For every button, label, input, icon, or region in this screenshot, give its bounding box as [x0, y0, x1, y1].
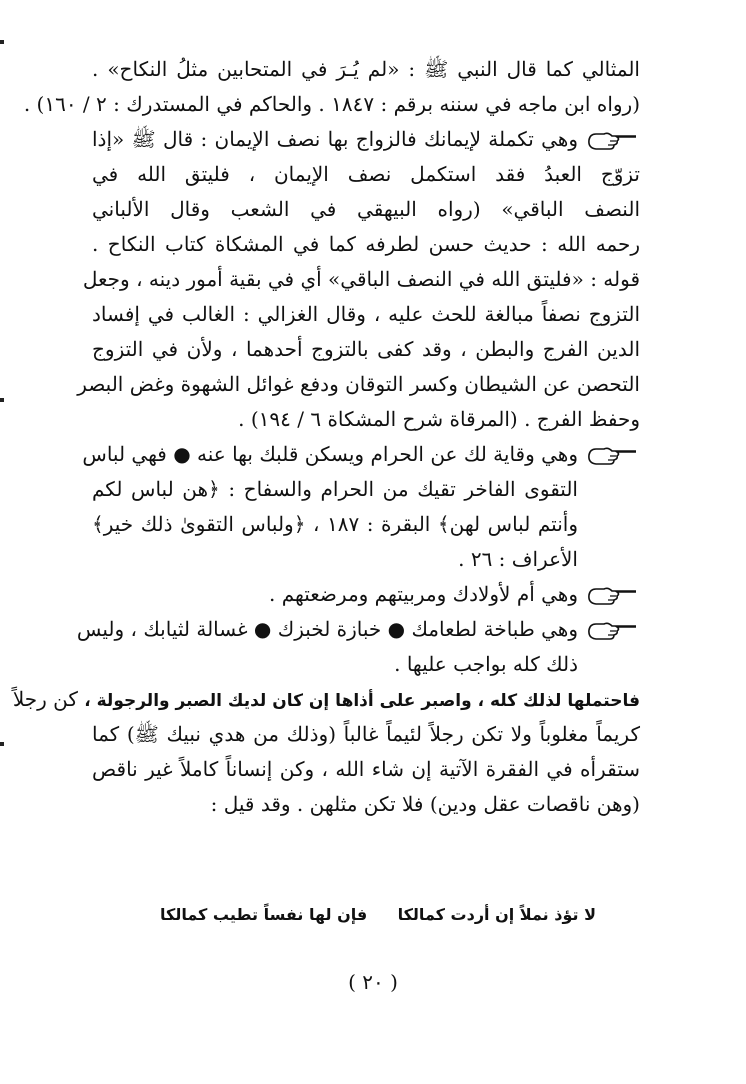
margin-mark	[0, 742, 4, 746]
pointing-hand-icon	[586, 128, 638, 154]
text-line: التحصن عن الشيطان وكسر التوقان ودفع غوائل الشهوة وغض البصر	[77, 372, 640, 396]
margin-mark	[0, 398, 4, 402]
bullet-line	[82, 437, 640, 472]
text-line: الدين الفرج والبطن ، وقد كفى بالتزوج أحدهما ، ولأن في التزوج	[92, 337, 640, 361]
text-line: وهي تكملة لإيمانك فالزواج بها نصف الإيمان : قال ﷺ «إذا	[92, 127, 578, 151]
text-line	[12, 682, 640, 717]
bullet-line	[76, 612, 640, 647]
text-line: تزوّج العبدُ فقد استكمل نصف الإيمان ، فليتق الله في	[92, 162, 640, 186]
text-line: (وهن ناقصات عقل ودين) فلا تكن مثلهن . وقد قيل :	[210, 792, 640, 816]
verse-second-hemistich: فإن لها نفساً تطيب كمالكا	[160, 905, 368, 924]
text-line: رحمه الله : حديث حسن لطرفه كما في المشكاة كتاب النكاح .	[92, 232, 640, 256]
text-line: الأعراف : ٢٦ .	[458, 547, 578, 571]
text-line: التقوى الفاخر تقيك من الحرام والسفاح : ﴿هن لباس لكم	[92, 477, 578, 501]
text-fragment: كن رجلاً	[12, 687, 78, 711]
text-line: التزوج نصفاً مبالغة للحث عليه ، وقال الغزالي : الغالب في إفساد	[92, 302, 640, 326]
bullet-line	[92, 577, 640, 612]
pointing-hand-icon	[586, 443, 638, 469]
text-line: النصف الباقي» (رواه البيهقي في الشعب وقال الألباني	[92, 197, 640, 221]
text-line: وحفظ الفرج . (المرقاة شرح المشكاة ٦ / ١٩٤) .	[238, 407, 640, 431]
verse-first-hemistich: لا تؤذ نملاً إن أردت كمالكا	[397, 905, 596, 924]
text-line: كريماً مغلوباً ولا تكن رجلاً لئيماً غالباً (وذلك من هدي نبيك ﷺ) كما	[92, 722, 640, 746]
text-line: ستقرأه في الفقرة الآتية إن شاء الله ، وكن إنساناً كاملاً غير ناقص	[92, 757, 640, 781]
text-line: المثالي كما قال النبي ﷺ : «لم يُـرَ في المتحابين مثلُ النكاح» .	[92, 57, 640, 81]
text-line: وأنتم لباس لهن﴾ البقرة : ١٨٧ ، ﴿ولباس التقوىٰ ذلك خير﴾	[92, 512, 578, 536]
poetry-verse	[160, 905, 596, 935]
text-line: وهي وقاية لك عن الحرام ويسكن قلبك بها عنه ● فهي لباس	[82, 442, 578, 466]
text-line: (رواه ابن ماجه في سننه برقم : ١٨٤٧ . والحاكم في المستدرك : ٢ / ١٦٠) .	[23, 92, 640, 116]
pointing-hand-icon	[586, 583, 638, 609]
pointing-hand-icon	[586, 618, 638, 644]
text-line: ذلك كله بواجب عليها .	[394, 652, 578, 676]
bold-phrase: فاحتملها لذلك كله ، واصبر على أذاها إن كان لديك الصبر والرجولة ،	[84, 691, 640, 711]
bullet-line	[92, 122, 640, 157]
text-line: وهي طباخة لطعامك ● خبازة لخبزك ● غسالة لثيابك ، وليس	[76, 617, 578, 641]
margin-mark	[0, 40, 4, 44]
text-line: قوله : «فليتق الله في النصف الباقي» أي في بقية أمور دينه ، وجعل	[82, 267, 640, 291]
page-body	[12, 52, 640, 822]
page-number: ( ٢٠ )	[348, 970, 398, 994]
text-line: وهي أم لأولادك ومربيتهم ومرضعتهم .	[269, 582, 578, 606]
